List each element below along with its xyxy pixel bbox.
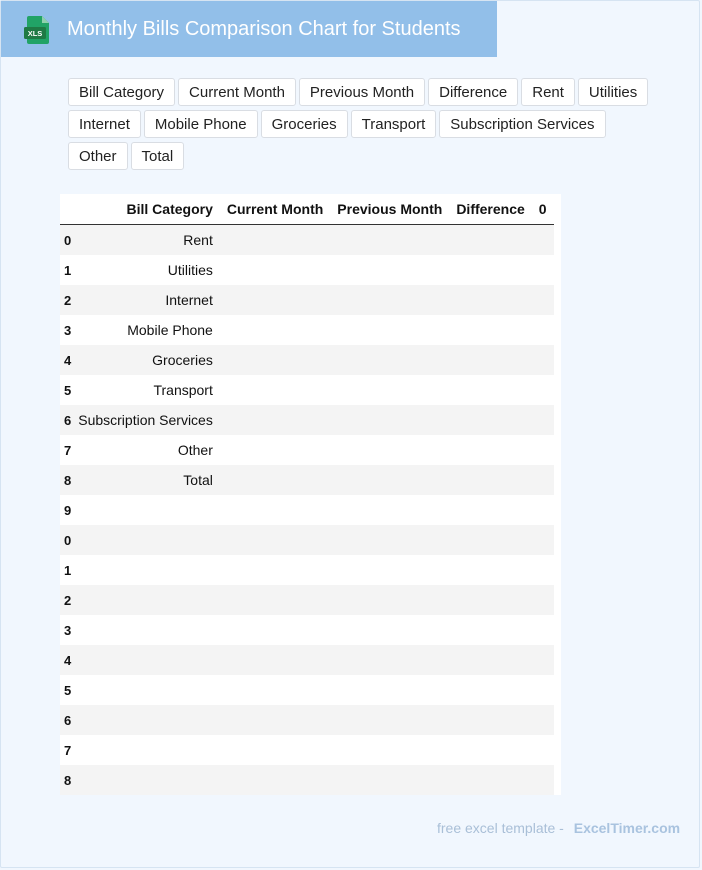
row-index: 4 [60,345,71,375]
table-cell [449,615,531,645]
table-cell [330,615,449,645]
table-cell [220,495,330,525]
excel-file-icon [23,15,51,45]
table-cell [220,465,330,495]
table-cell [449,645,531,675]
row-index: 0 [60,525,71,555]
table-cell: Groceries [71,345,220,375]
row-index: 8 [60,765,71,795]
table-cell [449,765,531,795]
table-cell [71,645,220,675]
table-cell [532,615,554,645]
table-cell [449,255,531,285]
table-row [60,705,554,735]
column-chips [68,78,668,170]
footer-label: free excel template - [437,820,564,836]
chip-rent[interactable]: Rent [521,78,575,106]
title-bar [1,1,497,57]
column-header: Previous Month [330,194,449,225]
table-cell [330,705,449,735]
table-cell [71,525,220,555]
table-cell [220,315,330,345]
page-title: Monthly Bills Comparison Chart for Students [67,18,461,40]
table-row [60,645,554,675]
row-index: 6 [60,405,71,435]
table-cell [532,675,554,705]
xls-icon-label: XLS [27,29,43,38]
table-cell [71,555,220,585]
table-cell [330,675,449,705]
table-cell [220,555,330,585]
table-cell [71,765,220,795]
table-row [60,435,554,465]
table-row [60,225,554,256]
chip-internet[interactable]: Internet [68,110,141,138]
table-cell [532,465,554,495]
table-cell [220,765,330,795]
data-table [60,194,554,795]
table-cell [449,345,531,375]
table-cell [532,435,554,465]
chip-difference[interactable]: Difference [428,78,518,106]
table-cell [532,555,554,585]
chip-groceries[interactable]: Groceries [261,110,348,138]
table-cell [220,285,330,315]
table-cell [532,735,554,765]
row-index: 2 [60,285,71,315]
table-cell [330,585,449,615]
table-cell: Other [71,435,220,465]
table-cell [532,315,554,345]
row-index: 4 [60,645,71,675]
table-cell [330,225,449,256]
column-header [60,194,71,225]
table-cell [220,405,330,435]
column-header: Current Month [220,194,330,225]
table-cell [532,285,554,315]
table-cell [330,735,449,765]
table-cell [330,495,449,525]
table-cell [71,615,220,645]
table-row [60,255,554,285]
row-index: 3 [60,615,71,645]
table-cell [330,315,449,345]
table-cell: Transport [71,375,220,405]
chip-previous-month[interactable]: Previous Month [299,78,425,106]
table-cell [71,495,220,525]
table-header-row [60,194,554,225]
table-cell [220,255,330,285]
table-cell [220,645,330,675]
table-cell [449,495,531,525]
table-cell [220,435,330,465]
row-index: 7 [60,435,71,465]
chip-transport[interactable]: Transport [351,110,437,138]
table-cell [220,585,330,615]
table-cell [71,735,220,765]
table-row [60,525,554,555]
table-row [60,675,554,705]
table-cell [532,375,554,405]
table-cell [71,675,220,705]
table-cell [330,555,449,585]
chip-other[interactable]: Other [68,142,128,170]
table-cell [449,375,531,405]
chip-subscription-services[interactable]: Subscription Services [439,110,605,138]
chip-bill-category[interactable]: Bill Category [68,78,175,106]
table-row [60,585,554,615]
table-cell [220,615,330,645]
table-cell [449,435,531,465]
column-header: Difference [449,194,531,225]
column-header: 0 [532,194,554,225]
table-cell [449,405,531,435]
table-cell [220,225,330,256]
table-row [60,285,554,315]
table-row [60,555,554,585]
table-cell [330,255,449,285]
table-cell: Utilities [71,255,220,285]
table-cell [532,255,554,285]
table-cell [449,225,531,256]
table-cell [71,705,220,735]
table-cell [449,675,531,705]
table-cell [532,525,554,555]
table-cell [449,465,531,495]
table-cell [532,495,554,525]
table-cell [449,705,531,735]
column-header: Bill Category [71,194,220,225]
table-cell [220,525,330,555]
table-cell: Subscription Services [71,405,220,435]
row-index: 6 [60,705,71,735]
footer [437,820,680,836]
table-cell [220,375,330,405]
row-index: 9 [60,495,71,525]
row-index: 7 [60,735,71,765]
table-cell [532,585,554,615]
table-cell [220,735,330,765]
table-cell [532,645,554,675]
table-cell: Internet [71,285,220,315]
table-cell [532,225,554,256]
table-row [60,765,554,795]
table-row [60,735,554,765]
row-index: 5 [60,375,71,405]
row-index: 0 [60,225,71,256]
table-cell [532,405,554,435]
table-cell [449,315,531,345]
table-cell: Mobile Phone [71,315,220,345]
table-row [60,405,554,435]
table-cell [532,765,554,795]
table-cell [532,345,554,375]
table-cell [449,735,531,765]
table-row [60,615,554,645]
row-index: 3 [60,315,71,345]
table-cell [220,345,330,375]
table-row [60,375,554,405]
chip-current-month[interactable]: Current Month [178,78,296,106]
table-cell [220,705,330,735]
table-cell [330,285,449,315]
table-cell [449,555,531,585]
table-cell [330,405,449,435]
table-cell [330,345,449,375]
table-cell: Total [71,465,220,495]
row-index: 1 [60,255,71,285]
table-cell [449,525,531,555]
row-index: 5 [60,675,71,705]
table-cell: Rent [71,225,220,256]
table-row [60,465,554,495]
footer-brand-link[interactable]: ExcelTimer.com [573,820,681,836]
table-cell [330,435,449,465]
row-index: 8 [60,465,71,495]
row-index: 2 [60,585,71,615]
chip-total[interactable]: Total [131,142,185,170]
table-row [60,315,554,345]
table-body [60,225,554,796]
table-row [60,345,554,375]
table-cell [532,705,554,735]
table-cell [71,585,220,615]
table-cell [330,765,449,795]
row-index: 1 [60,555,71,585]
chip-mobile-phone[interactable]: Mobile Phone [144,110,258,138]
table-cell [330,375,449,405]
table-cell [330,465,449,495]
chip-utilities[interactable]: Utilities [578,78,648,106]
data-table-wrap [64,194,561,795]
table-cell [449,285,531,315]
table-cell [330,645,449,675]
table-cell [220,675,330,705]
table-row [60,495,554,525]
table-cell [330,525,449,555]
table-cell [449,585,531,615]
